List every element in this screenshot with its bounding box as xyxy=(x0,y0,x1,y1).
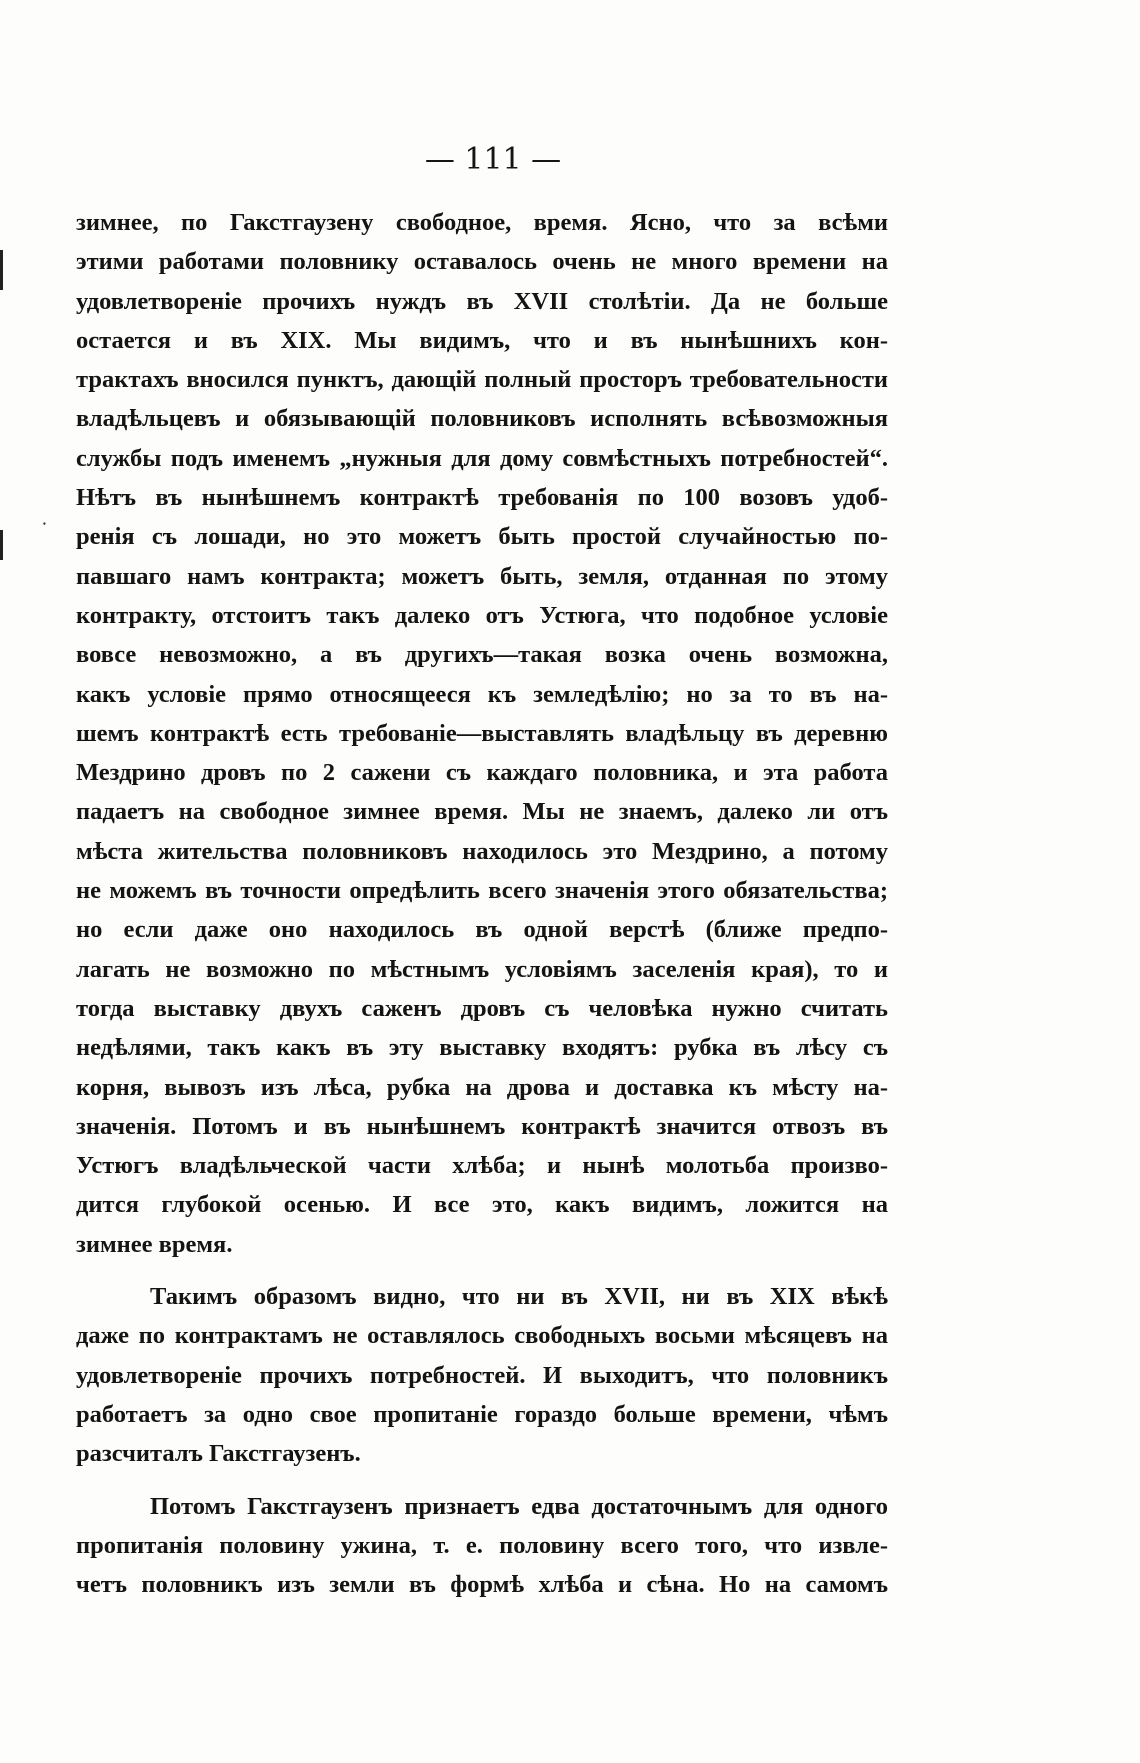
text-line: службы подъ именемъ „нужныя для дому совмѣстныхъ потребностей“. xyxy=(76,444,888,472)
text-line: шемъ контрактѣ есть требованіе—выставлять владѣльцу въ деревню xyxy=(76,719,888,747)
paragraph-gap xyxy=(76,1474,888,1487)
text-line: работаетъ за одно свое пропитаніе гораздо больше времени, чѣмъ xyxy=(76,1400,888,1428)
text-line: Такимъ образомъ видно, что ни въ XVII, ни въ XIX вѣкѣ xyxy=(150,1283,888,1311)
body-text xyxy=(76,203,888,1604)
text-line: зимнее, по Гакстгаузену свободное, время. Ясно, что за всѣми xyxy=(76,209,888,236)
text-line: лагать не возможно по мѣстнымъ условіямъ заселенія края), то и xyxy=(76,955,888,983)
text-line: значенія. Потомъ и въ нынѣшнемъ контрактѣ значится отвозъ въ xyxy=(76,1112,888,1140)
text-line: но если даже оно находилось въ одной верстѣ (ближе предпо- xyxy=(76,916,888,944)
left-edge-mark xyxy=(0,250,3,290)
text-line: павшаго намъ контракта; можетъ быть, земля, отданная по этому xyxy=(76,562,888,590)
text-line: Устюгъ владѣльческой части хлѣба; и нынѣ молотьба произво- xyxy=(76,1152,888,1180)
paragraph-1 xyxy=(76,203,888,1264)
text-line: четъ половникъ изъ земли въ формѣ хлѣба и сѣна. Но на самомъ xyxy=(76,1571,888,1599)
margin-mark: ⸱ xyxy=(42,514,47,535)
text-line: Нѣтъ въ нынѣшнемъ контрактѣ требованія по 100 возовъ удоб- xyxy=(76,484,888,512)
text-line: зимнее время. xyxy=(76,1230,233,1258)
text-line: удовлетвореніе прочихъ нуждъ въ XVII столѣтіи. Да не больше xyxy=(76,287,888,315)
page-number: — 111 — xyxy=(424,142,562,177)
text-line: трактахъ вносился пунктъ, дающій полный просторъ требовательности xyxy=(76,366,888,394)
paragraph-2 xyxy=(76,1277,888,1473)
text-line: дится глубокой осенью. И все это, какъ видимъ, ложится на xyxy=(76,1191,888,1219)
text-line: Потомъ Гакстгаузенъ признаетъ едва достаточнымъ для одного xyxy=(150,1492,888,1520)
text-line: Мездрино дровъ по 2 сажени съ каждаго половника, и эта работа xyxy=(76,759,888,787)
text-line: контракту, отстоитъ такъ далеко отъ Устюга, что подобное условіе xyxy=(76,601,888,629)
text-line: разсчиталъ Гакстгаузенъ. xyxy=(76,1440,361,1468)
left-edge-mark-2 xyxy=(0,530,3,560)
paragraph-gap xyxy=(76,1264,888,1277)
paragraph-3 xyxy=(76,1487,888,1605)
text-line: тогда выставку двухъ саженъ дровъ съ человѣка нужно считать xyxy=(76,994,888,1022)
text-line: мѣста жительства половниковъ находилось это Мездрино, а потому xyxy=(76,837,888,865)
text-line: этими работами половнику оставалось очень не много времени на xyxy=(76,248,888,276)
text-line: даже по контрактамъ не оставлялось свободныхъ восьми мѣсяцевъ на xyxy=(76,1322,888,1350)
text-line: корня, вывозъ изъ лѣса, рубка на дрова и доставка къ мѣсту на- xyxy=(76,1073,888,1101)
text-line: падаетъ на свободное зимнее время. Мы не знаемъ, далеко ли отъ xyxy=(76,798,888,826)
text-line: какъ условіе прямо относящееся къ земледѣлію; но за то въ на- xyxy=(76,680,888,708)
text-line: удовлетвореніе прочихъ потребностей. И выходитъ, что половникъ xyxy=(76,1361,888,1389)
text-line: владѣльцевъ и обязывающій половниковъ исполнять всѣвозможныя xyxy=(76,405,888,433)
text-line: вовсе невозможно, а въ другихъ—такая возка очень возможна, xyxy=(76,641,888,669)
text-line: ренія съ лошади, но это можетъ быть простой случайностью по- xyxy=(76,523,888,551)
text-line: остается и въ XIX. Мы видимъ, что и въ нынѣшнихъ кон- xyxy=(76,326,888,354)
text-line: пропитанія половину ужина, т. е. половину всего того, что извле- xyxy=(76,1531,888,1559)
text-line: не можемъ въ точности опредѣлить всего значенія этого обязательства; xyxy=(76,877,888,905)
text-line: недѣлями, такъ какъ въ эту выставку входятъ: рубка въ лѣсу съ xyxy=(76,1034,888,1062)
